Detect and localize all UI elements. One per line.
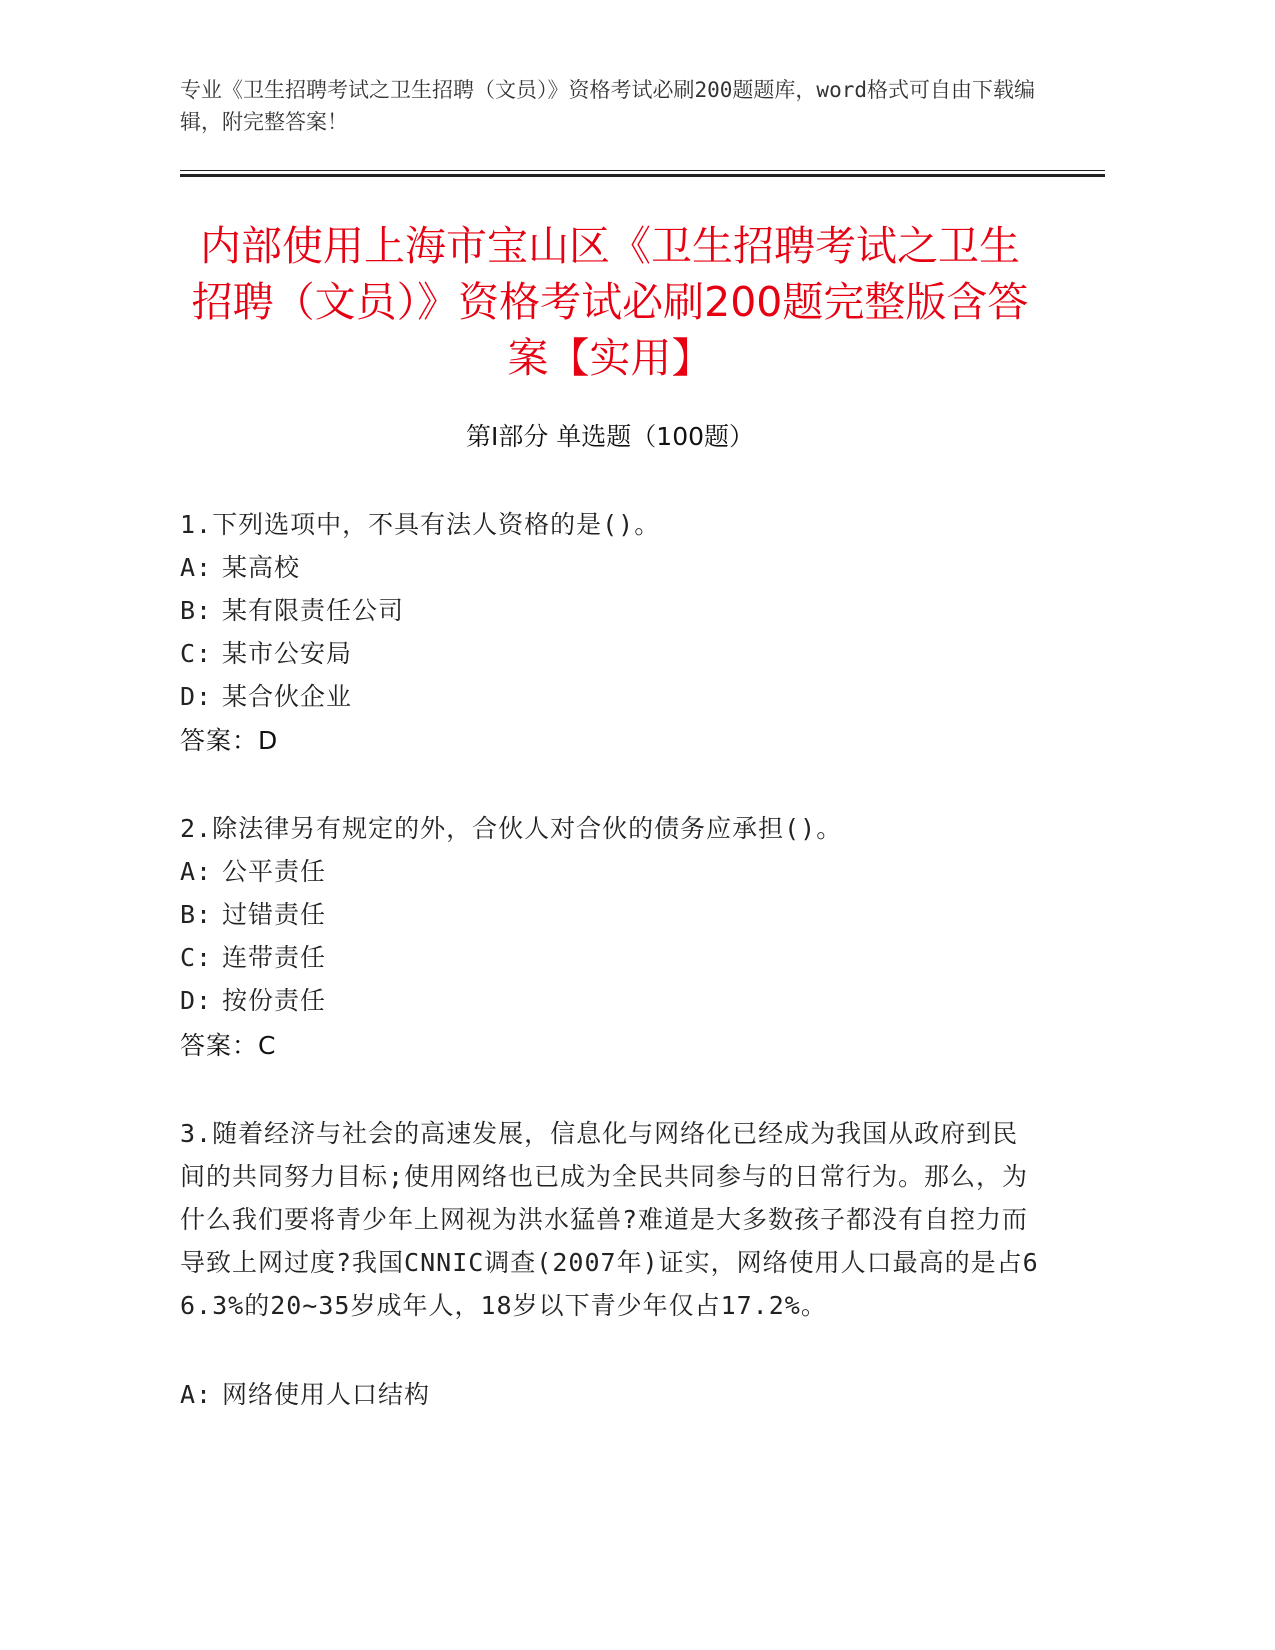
option-key: C: [180,639,213,668]
option-key: C: [180,943,213,972]
option-text: 某合伙企业 [222,682,353,711]
option-key: D: [180,682,213,711]
option-key: D: [180,986,213,1015]
option-text: 连带责任 [222,943,327,972]
option-key: A: [180,553,213,582]
option-text: 按份责任 [222,986,327,1015]
question-3-text: 3.随着经济与社会的高速发展，信息化与网络化已经成为我国从政府到民间的共同努力目标;使用网络也已成为全民共同参与的日常行为。那么，为什么我们要将青少年上网视为洪水猛兽?难道是大多数孩子都没有自控力而导致上网过度?我国CNNIC调查(2007年)证实，网络使用人口最高的是占66.3%的20~35岁成年人，18岁以下青少年仅占17.2%。 [180,1119,1039,1320]
question-2-option-a [180,850,326,893]
header-divider-thin [180,170,1105,171]
question-1-option-c [180,632,352,675]
question-1-option-b [180,589,404,632]
document-title: 内部使用上海市宝山区《卫生招聘考试之卫生招聘（文员）》资格考试必刷200题完整版含答案【实用】 [191,222,1029,382]
section-heading: 第Ⅰ部分 单选题（100题） [465,422,755,451]
option-text: 网络使用人口结构 [222,1380,431,1409]
option-key: A: [180,857,213,886]
question-2-answer: 答案：C [180,1031,277,1060]
option-text: 某有限责任公司 [222,596,405,625]
question-1-option-a [180,546,300,589]
option-text: 某高校 [222,553,301,582]
option-text: 公平责任 [222,857,327,886]
header-note: 专业《卫生招聘考试之卫生招聘（文员）》资格考试必刷200题题库，word格式可自由下载编辑，附完整答案！ [180,78,1035,134]
question-2-text: 2.除法律另有规定的外，合伙人对合伙的债务应承担()。 [180,814,843,843]
question-2-option-b [180,893,326,936]
question-3-option-a [180,1373,430,1416]
option-key: B: [180,900,213,929]
question-1-text: 1.下列选项中，不具有法人资格的是()。 [180,510,661,539]
option-text: 某市公安局 [222,639,353,668]
option-text: 过错责任 [222,900,327,929]
question-1-answer: 答案：D [180,726,279,755]
question-2-option-d [180,979,326,1022]
question-2-option-c [180,936,326,979]
option-key: A: [180,1380,213,1409]
question-1-option-d [180,675,352,718]
option-key: B: [180,596,213,625]
header-divider-thick [180,174,1105,177]
